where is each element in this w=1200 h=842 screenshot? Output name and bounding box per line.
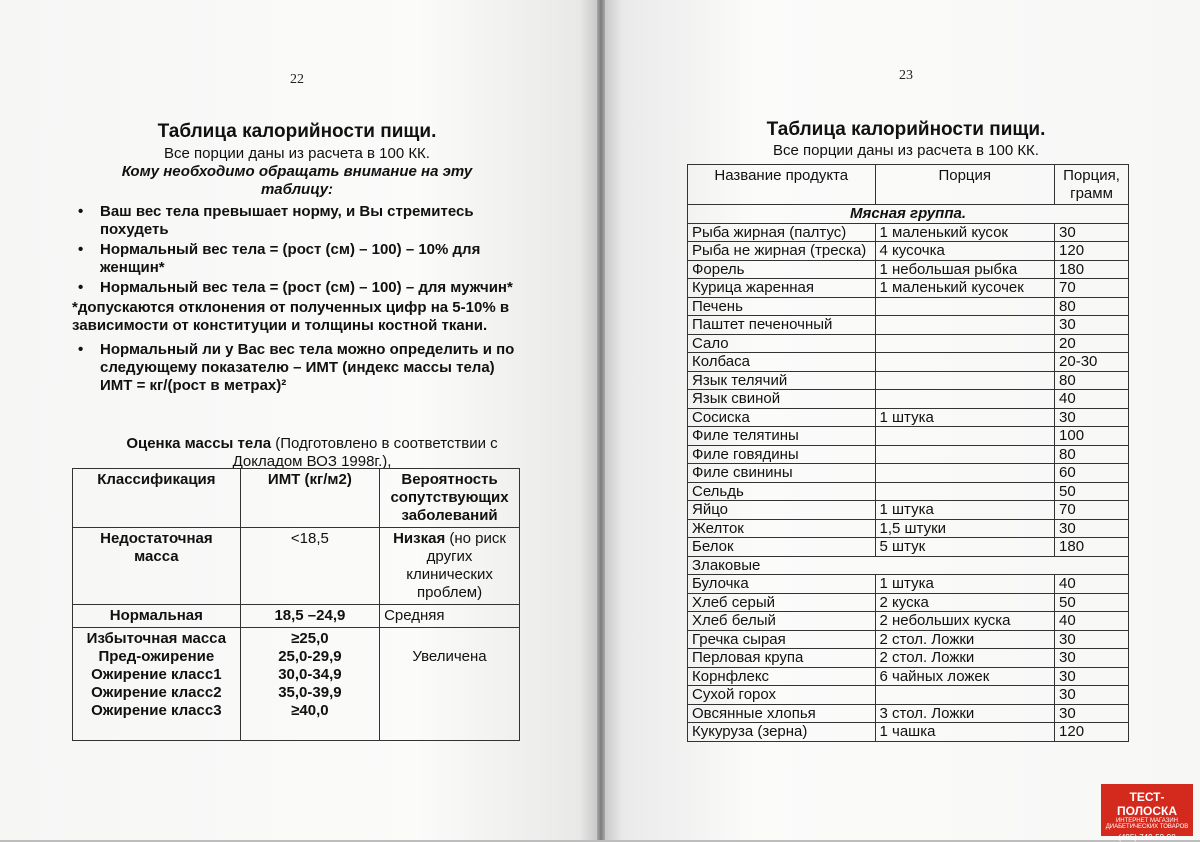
portion-cell: 1 чашка [875, 723, 1055, 742]
table-row [688, 316, 1129, 335]
grams-cell: 30 [1055, 667, 1129, 686]
portion-cell: 1 штука [875, 408, 1055, 427]
table-header-row [73, 469, 520, 528]
portion-cell [875, 316, 1055, 335]
grams-cell: 70 [1055, 501, 1129, 520]
product-cell: Паштет печеночный [688, 316, 876, 335]
table-header-row [688, 165, 1129, 205]
grams-cell: 20 [1055, 334, 1129, 353]
table-row [688, 408, 1129, 427]
table-row [688, 501, 1129, 520]
grams-cell: 60 [1055, 464, 1129, 483]
grams-cell: 80 [1055, 297, 1129, 316]
product-cell: Гречка сырая [688, 630, 876, 649]
assessment-caption [102, 435, 522, 471]
book-spine [597, 0, 605, 840]
bmi-line: 25,0-29,9 [278, 648, 342, 665]
grams-cell: 50 [1055, 593, 1129, 612]
table-row [688, 297, 1129, 316]
header-classification: Классификация [73, 469, 241, 528]
page-number-left: 22 [290, 72, 304, 87]
portion-cell: 1 штука [875, 575, 1055, 594]
grams-cell: 80 [1055, 371, 1129, 390]
grams-cell: 70 [1055, 279, 1129, 298]
product-cell: Сухой горох [688, 686, 876, 705]
portion-cell [875, 427, 1055, 446]
portion-cell [875, 353, 1055, 372]
bullet-text: Нормальный ли у Вас вес тела можно определить и по следующему показателю – ИМТ (индекс массы тела) ИМТ = кг/(рост в метрах)² [100, 341, 515, 394]
product-cell: Курица жаренная [688, 279, 876, 298]
class-cell: Недостаточная масса [73, 528, 241, 605]
product-cell: Перловая крупа [688, 649, 876, 668]
product-cell: Сельдь [688, 482, 876, 501]
portion-cell: 6 чайных ложек [875, 667, 1055, 686]
product-cell: Колбаса [688, 353, 876, 372]
product-cell: Овсянные хлопья [688, 704, 876, 723]
product-cell: Желток [688, 519, 876, 538]
portion-cell: 2 куска [875, 593, 1055, 612]
bmi-cell: <18,5 [240, 528, 379, 605]
product-cell: Филе свинины [688, 464, 876, 483]
grams-cell: 30 [1055, 223, 1129, 242]
class-line: Ожирение класс3 [91, 702, 222, 719]
product-cell: Рыба не жирная (треска) [688, 242, 876, 261]
table-row [688, 445, 1129, 464]
table-row [688, 686, 1129, 705]
stamp-tagline: ИНТЕРНЕТ МАГАЗИН ДИАБЕТИЧЕСКИХ ТОВАРОВ [1105, 818, 1189, 830]
table-row [688, 427, 1129, 446]
risk-level: Низкая [393, 530, 446, 547]
portion-cell: 2 стол. Ложки [875, 630, 1055, 649]
table-row [688, 649, 1129, 668]
left-subtitle: Все порции даны из расчета в 100 КК. [164, 145, 430, 162]
shop-stamp [1101, 784, 1193, 842]
portion-cell: 1 маленький кусок [875, 223, 1055, 242]
portion-cell [875, 445, 1055, 464]
bmi-line: 30,0-34,9 [278, 666, 342, 683]
table-row [688, 353, 1129, 372]
product-cell: Белок [688, 538, 876, 557]
bmi-line: 35,0-39,9 [278, 684, 342, 701]
assessment-note: (Подготовлено в соответствии с Докладом ВОЗ 1998г.), [232, 435, 498, 470]
right-title: Таблица калорийности пищи. [766, 119, 1046, 140]
table-row [688, 704, 1129, 723]
calorie-table [687, 164, 1129, 742]
table-row [688, 667, 1129, 686]
table-row [688, 723, 1129, 742]
product-cell: Булочка [688, 575, 876, 594]
portion-cell: 1 штука [875, 501, 1055, 520]
table-row [688, 538, 1129, 557]
grams-cell: 120 [1055, 242, 1129, 261]
stamp-brand: ТЕСТ-ПОЛОСКА [1116, 790, 1178, 818]
bullet-text: Ваш вес тела превышает норму, и Вы стремитесь похудеть [100, 203, 474, 238]
product-cell: Кукуруза (зерна) [688, 723, 876, 742]
header-bmi: ИМТ (кг/м2) [240, 469, 379, 528]
portion-cell [875, 482, 1055, 501]
right-subtitle: Все порции даны из расчета в 100 КК. [773, 142, 1039, 159]
bmi-line: ≥40,0 [291, 702, 329, 719]
risk-cell [380, 528, 520, 605]
portion-cell [875, 297, 1055, 316]
group-row [688, 556, 1129, 575]
grams-cell: 20-30 [1055, 353, 1129, 372]
grams-cell: 120 [1055, 723, 1129, 742]
grams-cell: 40 [1055, 390, 1129, 409]
class-line: Ожирение класс2 [91, 684, 222, 701]
portion-cell [875, 464, 1055, 483]
table-row [688, 390, 1129, 409]
product-cell: Хлеб белый [688, 612, 876, 631]
product-cell: Яйцо [688, 501, 876, 520]
table-row [688, 223, 1129, 242]
header-risk: Вероятность сопутствующих заболеваний [380, 469, 520, 528]
table-row [688, 482, 1129, 501]
product-cell: Форель [688, 260, 876, 279]
product-cell: Сало [688, 334, 876, 353]
portion-cell [875, 686, 1055, 705]
portion-cell: 4 кусочка [875, 242, 1055, 261]
left-page [0, 0, 597, 840]
portion-cell [875, 390, 1055, 409]
class-line: Ожирение класс1 [91, 666, 222, 683]
portion-cell: 2 небольших куска [875, 612, 1055, 631]
grams-cell: 180 [1055, 260, 1129, 279]
grams-cell: 180 [1055, 538, 1129, 557]
class-line: Пред-ожирение [98, 648, 215, 665]
page-number-right: 23 [899, 68, 913, 83]
table-row [73, 628, 520, 741]
table-row [688, 242, 1129, 261]
grams-cell: 30 [1055, 316, 1129, 335]
risk-cell: Средняя [380, 605, 520, 628]
table-row [73, 605, 520, 628]
grams-cell: 50 [1055, 482, 1129, 501]
bullet-item: • Ваш вес тела превышает норму, и Вы стремитесь похудеть [78, 203, 474, 238]
stamp-phone: (495) 749-59-98 [1118, 833, 1176, 842]
product-cell: Филе говядины [688, 445, 876, 464]
product-cell: Печень [688, 297, 876, 316]
table-row [688, 334, 1129, 353]
table-row [688, 593, 1129, 612]
risk-note: (но риск других клинических проблем) [406, 530, 506, 601]
portion-cell [875, 371, 1055, 390]
left-body [72, 163, 522, 397]
bmi-cell: 18,5 –24,9 [240, 605, 379, 628]
table-row [688, 575, 1129, 594]
table-row [688, 612, 1129, 631]
portion-cell: 5 штук [875, 538, 1055, 557]
grams-cell: 40 [1055, 612, 1129, 631]
bullet-item: • Нормальный ли у Вас вес тела можно определить и по следующему показателю – ИМТ (индекс массы тела) ИМТ = кг/(рост в метрах)² [78, 341, 515, 394]
grams-cell: 30 [1055, 686, 1129, 705]
group-label: Злаковые [688, 556, 1129, 575]
bullet-text: Нормальный вес тела = (рост (см) – 100) – 10% для женщин* [100, 241, 481, 276]
deviation-note: *допускаются отклонения от полученных цифр на 5-10% в зависимости от конституции и толщины костной ткани. [72, 299, 510, 334]
header-product: Название продукта [688, 165, 876, 205]
table-row [688, 464, 1129, 483]
table-row [688, 630, 1129, 649]
portion-cell: 1 маленький кусочек [875, 279, 1055, 298]
grams-cell: 30 [1055, 630, 1129, 649]
group-row [688, 205, 1129, 224]
header-portion: Порция [875, 165, 1055, 205]
assessment-title: Оценка массы тела [126, 435, 272, 452]
grams-cell: 30 [1055, 519, 1129, 538]
product-cell: Сосиска [688, 408, 876, 427]
class-cell [73, 628, 241, 741]
class-line: Избыточная масса [86, 630, 227, 647]
left-title: Таблица калорийности пищи. [157, 121, 437, 142]
portion-cell: 3 стол. Ложки [875, 704, 1055, 723]
bmi-line: ≥25,0 [291, 630, 329, 647]
table-row [688, 279, 1129, 298]
attention-question: Кому необходимо обращать внимание на эту таблицу: [121, 163, 473, 198]
table-row [688, 371, 1129, 390]
bmi-table [72, 468, 520, 741]
risk-cell: Увеличена [380, 628, 520, 741]
bullet-item: • Нормальный вес тела = (рост (см) – 100) – 10% для женщин* [78, 241, 481, 276]
table-row [73, 528, 520, 605]
class-cell: Нормальная [73, 605, 241, 628]
grams-cell: 30 [1055, 704, 1129, 723]
portion-cell: 1,5 штуки [875, 519, 1055, 538]
grams-cell: 30 [1055, 649, 1129, 668]
portion-cell: 1 небольшая рыбка [875, 260, 1055, 279]
grams-cell: 40 [1055, 575, 1129, 594]
grams-cell: 80 [1055, 445, 1129, 464]
grams-cell: 100 [1055, 427, 1129, 446]
product-cell: Филе телятины [688, 427, 876, 446]
portion-cell [875, 334, 1055, 353]
product-cell: Корнфлекс [688, 667, 876, 686]
bmi-cell [240, 628, 379, 741]
portion-cell: 2 стол. Ложки [875, 649, 1055, 668]
grams-cell: 30 [1055, 408, 1129, 427]
product-cell: Рыба жирная (палтус) [688, 223, 876, 242]
bullet-text: Нормальный вес тела = (рост (см) – 100) – для мужчин* [100, 279, 513, 296]
table-row [688, 260, 1129, 279]
group-label: Мясная группа. [688, 205, 1129, 224]
product-cell: Язык свиной [688, 390, 876, 409]
header-grams: Порция, грамм [1055, 165, 1129, 205]
product-cell: Язык телячий [688, 371, 876, 390]
table-row [688, 519, 1129, 538]
bullet-item: • Нормальный вес тела = (рост (см) – 100) – для мужчин* [78, 279, 513, 296]
product-cell: Хлеб серый [688, 593, 876, 612]
